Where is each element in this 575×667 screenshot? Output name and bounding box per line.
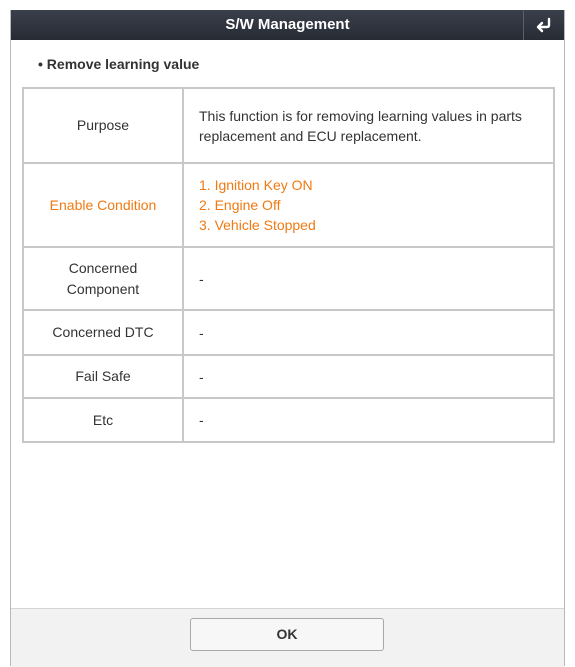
row-value-purpose: [183, 88, 554, 163]
component-label-line-2: Component: [66, 280, 140, 297]
table-row-etc: [23, 398, 554, 442]
dialog-footer: [11, 608, 564, 667]
table-row-concerned-dtc: [23, 310, 554, 355]
row-label-etc: Etc: [23, 398, 183, 442]
table-row-purpose: [23, 88, 554, 163]
row-label-concerned-component: [23, 247, 183, 310]
info-table: [22, 87, 555, 443]
row-value-etc: -: [183, 398, 554, 442]
ok-button[interactable]: OK: [190, 618, 384, 651]
back-button[interactable]: [523, 10, 564, 40]
condition-line-2: 2. Engine Off: [199, 197, 281, 213]
sw-management-dialog: [10, 10, 565, 666]
return-arrow-icon: [535, 17, 553, 33]
section-title: • Remove learning value: [38, 56, 200, 72]
title-bar: [11, 10, 564, 40]
row-label-fail-safe: Fail Safe: [23, 355, 183, 398]
component-label-line-1: Concerned: [68, 259, 138, 276]
row-label-concerned-dtc: Concerned DTC: [23, 310, 183, 355]
window-title: S/W Management: [225, 16, 350, 33]
row-value-concerned-component: -: [183, 247, 554, 310]
row-value-concerned-dtc: -: [183, 310, 554, 355]
row-value-enable-condition: [183, 163, 554, 247]
condition-line-1: 1. Ignition Key ON: [199, 177, 313, 193]
condition-line-3: 3. Vehicle Stopped: [199, 217, 316, 233]
purpose-line-2: replacement and ECU replacement.: [199, 127, 422, 144]
table-row-enable-condition: [23, 163, 554, 247]
purpose-line-1: This function is for removing learning values in parts: [199, 107, 522, 124]
row-label-purpose: Purpose: [23, 88, 183, 163]
row-label-enable-condition: Enable Condition: [23, 163, 183, 247]
row-value-fail-safe: -: [183, 355, 554, 398]
table-row-fail-safe: [23, 355, 554, 398]
table-row-concerned-component: [23, 247, 554, 310]
